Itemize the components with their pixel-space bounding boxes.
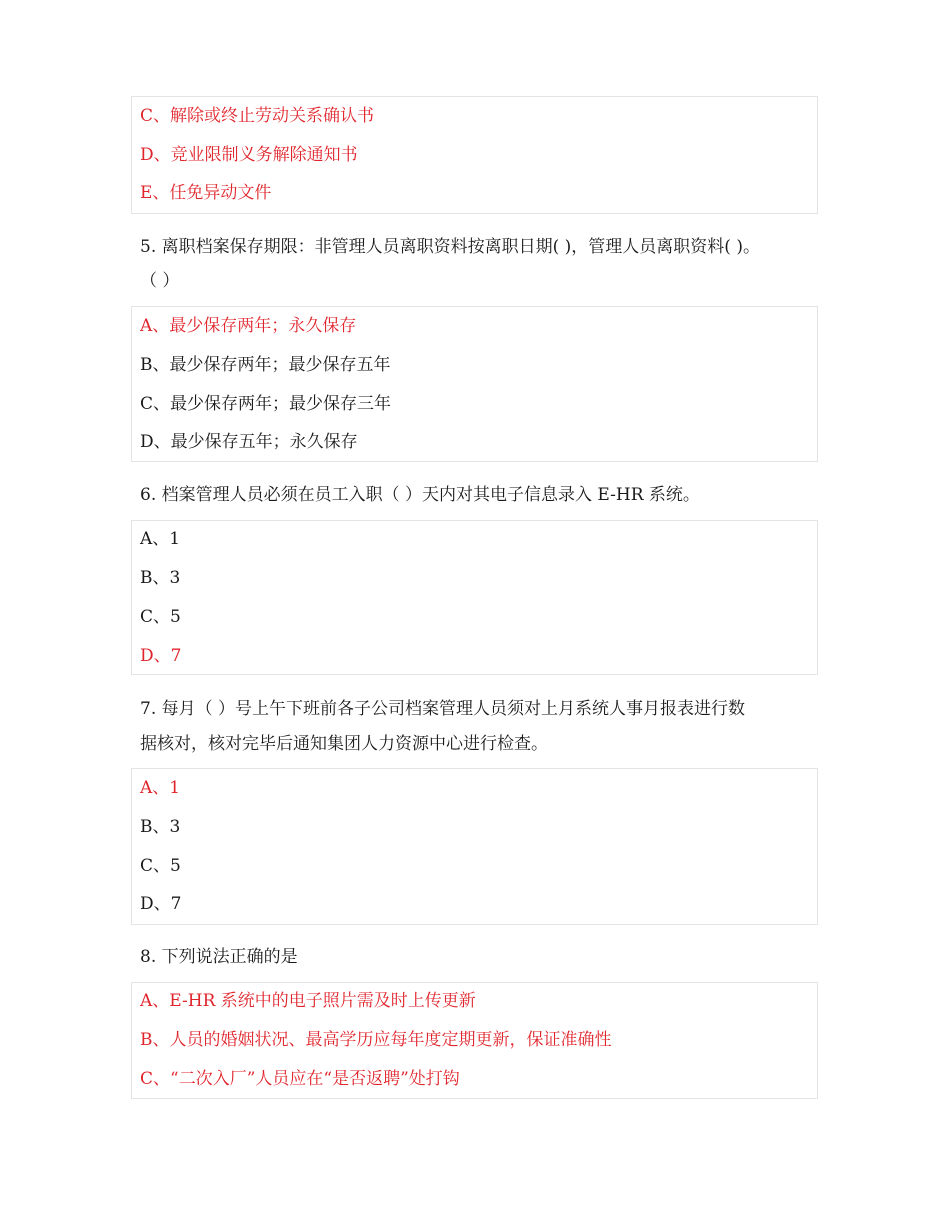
q7-options-box bbox=[131, 768, 818, 925]
q6-option-a: A、1 bbox=[140, 529, 181, 549]
q6-option-b: B、3 bbox=[140, 568, 181, 588]
q7-option-a: A、1 bbox=[140, 778, 181, 798]
q4-option-e: E、任免异动文件 bbox=[140, 183, 272, 203]
q5-question-line1: 5. 离职档案保存期限：非管理人员离职资料按离职日期( )，管理人员离职资料( )。 bbox=[140, 237, 760, 257]
q5-question-line2: （ ） bbox=[140, 271, 180, 291]
q4-option-d: D、竞业限制义务解除通知书 bbox=[140, 145, 358, 165]
q7-option-b: B、3 bbox=[140, 817, 181, 837]
q6-options-box bbox=[131, 520, 818, 675]
q7-question-line2: 据核对，核对完毕后通知集团人力资源中心进行检查。 bbox=[140, 734, 548, 754]
q8-question-line1: 8. 下列说法正确的是 bbox=[140, 947, 298, 967]
q5-option-d: D、最少保存五年；永久保存 bbox=[140, 432, 358, 452]
q8-option-a: A、E-HR 系统中的电子照片需及时上传更新 bbox=[140, 991, 476, 1011]
q7-option-d: D、7 bbox=[140, 894, 182, 914]
q6-question-line1: 6. 档案管理人员必须在员工入职（ ）天内对其电子信息录入 E-HR 系统。 bbox=[140, 485, 700, 505]
q5-option-c: C、最少保存两年；最少保存三年 bbox=[140, 394, 392, 414]
q6-option-d: D、7 bbox=[140, 646, 182, 666]
q5-option-a: A、最少保存两年；永久保存 bbox=[140, 316, 357, 336]
q8-option-c: C、“二次入厂”人员应在“是否返聘”处打钩 bbox=[140, 1069, 460, 1089]
q4-option-c: C、解除或终止劳动关系确认书 bbox=[140, 106, 375, 126]
q8-option-b: B、人员的婚姻状况、最高学历应每年度定期更新，保证准确性 bbox=[140, 1030, 612, 1050]
q7-option-c: C、5 bbox=[140, 856, 181, 876]
q5-option-b: B、最少保存两年；最少保存五年 bbox=[140, 355, 391, 375]
q6-option-c: C、5 bbox=[140, 607, 181, 627]
q7-question-line1: 7. 每月（ ）号上午下班前各子公司档案管理人员须对上月系统人事月报表进行数 bbox=[140, 699, 746, 719]
